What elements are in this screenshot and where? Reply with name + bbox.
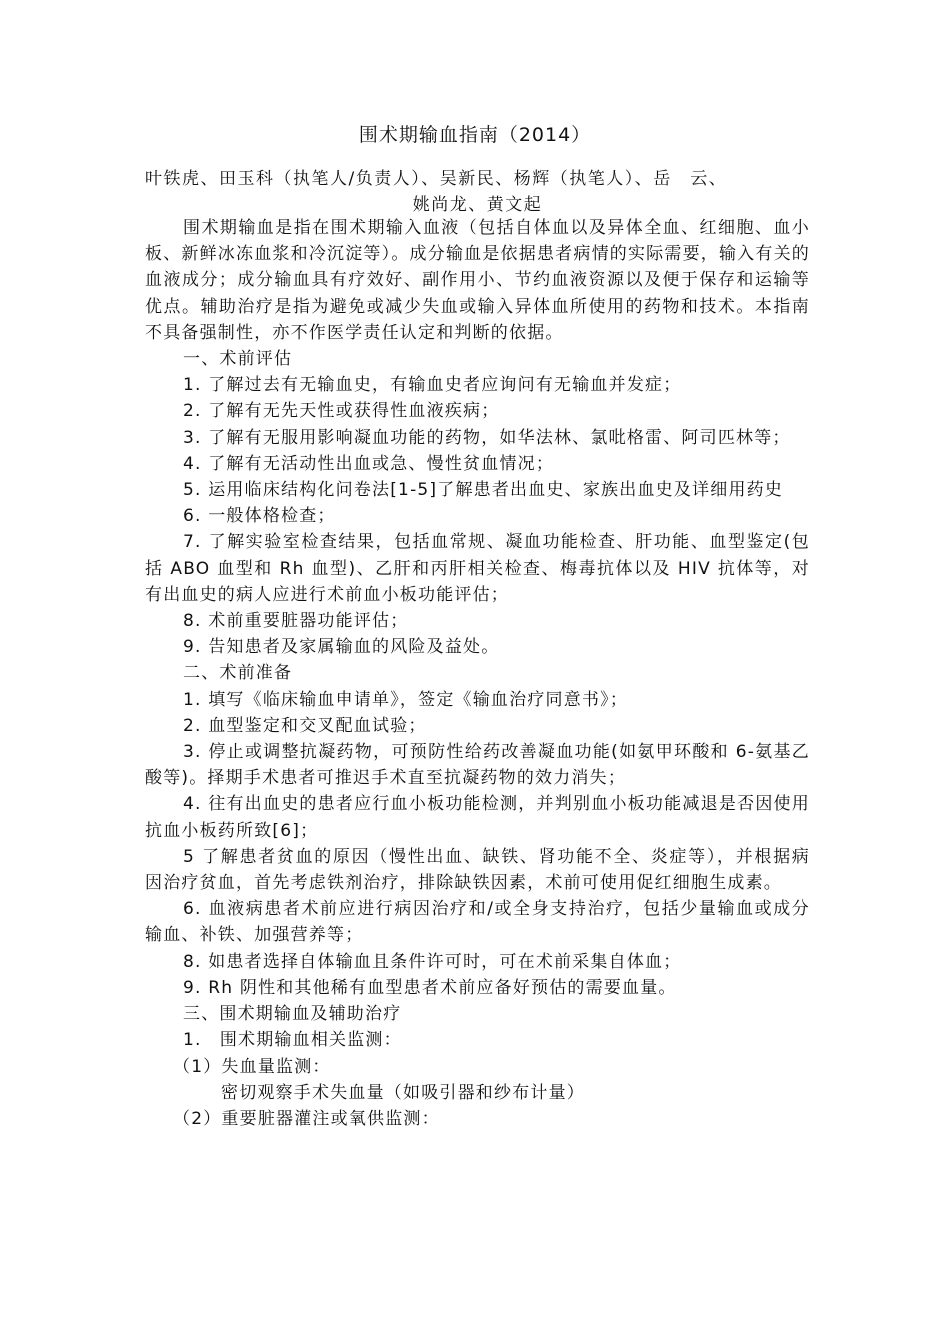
list-item: 1. 了解过去有无输血史，有输血史者应询问有无输血并发症； xyxy=(183,375,682,396)
list-item: 4. 了解有无活动性出血或急、慢性贫血情况； xyxy=(183,453,555,474)
list-item: 5. 运用临床结构化问卷法[1-5]了解患者出血史、家族出血史及详细用药史 xyxy=(183,480,784,501)
list-item: 1. 围术期输血相关监测： xyxy=(183,1030,402,1051)
list-item: 6. 血液病患者术前应进行病因治疗和/或全身支持治疗，包括少量输血或成分输血、补铁、加强营养等； xyxy=(145,899,810,946)
list-item: 2. 了解有无先天性或获得性血液疾病； xyxy=(183,401,500,422)
list-item: 2. 血型鉴定和交叉配血试验； xyxy=(183,715,427,736)
list-item: 8. 术前重要脏器功能评估； xyxy=(183,611,409,632)
intro-paragraph: 围术期输血是指在围术期输入血液（包括自体血以及异体全血、红细胞、血小板、新鲜冰冻血浆和冷沉淀等）。成分输血是依据患者病情的实际需要，输入有关的血液成分；成分输血具有疗效好、副作用小、节约血液资源以及便于保存和运输等优点。辅助治疗是指为避免或减少失血或输入异体血所使用的药物和技术。本指南不具备强制性，亦不作医学责任认定和判断的依据。 xyxy=(145,218,810,343)
authors-line-1: 叶铁虎、田玉科（执笔人/负责人）、吴新民、杨辉（执笔人）、岳 云、 xyxy=(145,169,728,189)
list-item: 7. 了解实验室检查结果，包括血常规、凝血功能检查、肝功能、血型鉴定(包括 ABO 血型和 Rh 血型)、乙肝和丙肝相关检查、梅毒抗体以及 HIV 抗体等，对有出血史的病人应进行术前血小板功能评估； xyxy=(145,532,810,605)
list-item: 3. 停止或调整抗凝药物，可预防性给药改善凝血功能(如氨甲环酸和 6-氨基乙酸等)。择期手术患者可推迟手术直至抗凝药物的效力消失； xyxy=(145,742,810,789)
sub-item-blood-loss-monitoring: （1）失血量监测： xyxy=(173,1056,331,1077)
section-heading-preop-preparation: 二、术前准备 xyxy=(183,663,293,684)
list-item: 4. 往有出血史的患者应行血小板功能检测，并判别血小板功能减退是否因使用抗血小板药所致[6]； xyxy=(145,794,810,841)
list-item: 6. 一般体格检查； xyxy=(183,506,336,527)
sub-item-organ-perfusion-monitoring: （2）重要脏器灌注或氧供监测： xyxy=(173,1108,440,1129)
list-item: 9. Rh 阴性和其他稀有血型患者术前应备好预估的需要血量。 xyxy=(183,977,677,998)
list-item: 9. 告知患者及家属输血的风险及益处。 xyxy=(183,637,500,658)
list-item: 1. 填写《临床输血申请单》，签定《输血治疗同意书》； xyxy=(183,689,629,710)
author-list xyxy=(145,166,810,218)
sub-item-text: 密切观察手术失血量（如吸引器和纱布计量） xyxy=(221,1082,585,1103)
section-heading-preop-assessment: 一、术前评估 xyxy=(183,349,293,370)
list-item: 3. 了解有无服用影响凝血功能的药物，如华法林、氯吡格雷、阿司匹林等； xyxy=(183,427,791,448)
authors-line-2: 姚尚龙、黄文起 xyxy=(412,195,543,215)
list-item: 8. 如患者选择自体输血且条件许可时，可在术前采集自体血； xyxy=(183,951,682,972)
document-body xyxy=(145,215,810,1132)
document-title: 围术期输血指南（2014） xyxy=(358,124,592,146)
section-heading-perioperative-transfusion: 三、围术期输血及辅助治疗 xyxy=(183,1004,402,1025)
list-item: 5 了解患者贫血的原因（慢性出血、缺铁、肾功能不全、炎症等），并根据病因治疗贫血，首先考虑铁剂治疗，排除缺铁因素，术前可使用促红细胞生成素。 xyxy=(145,846,810,894)
